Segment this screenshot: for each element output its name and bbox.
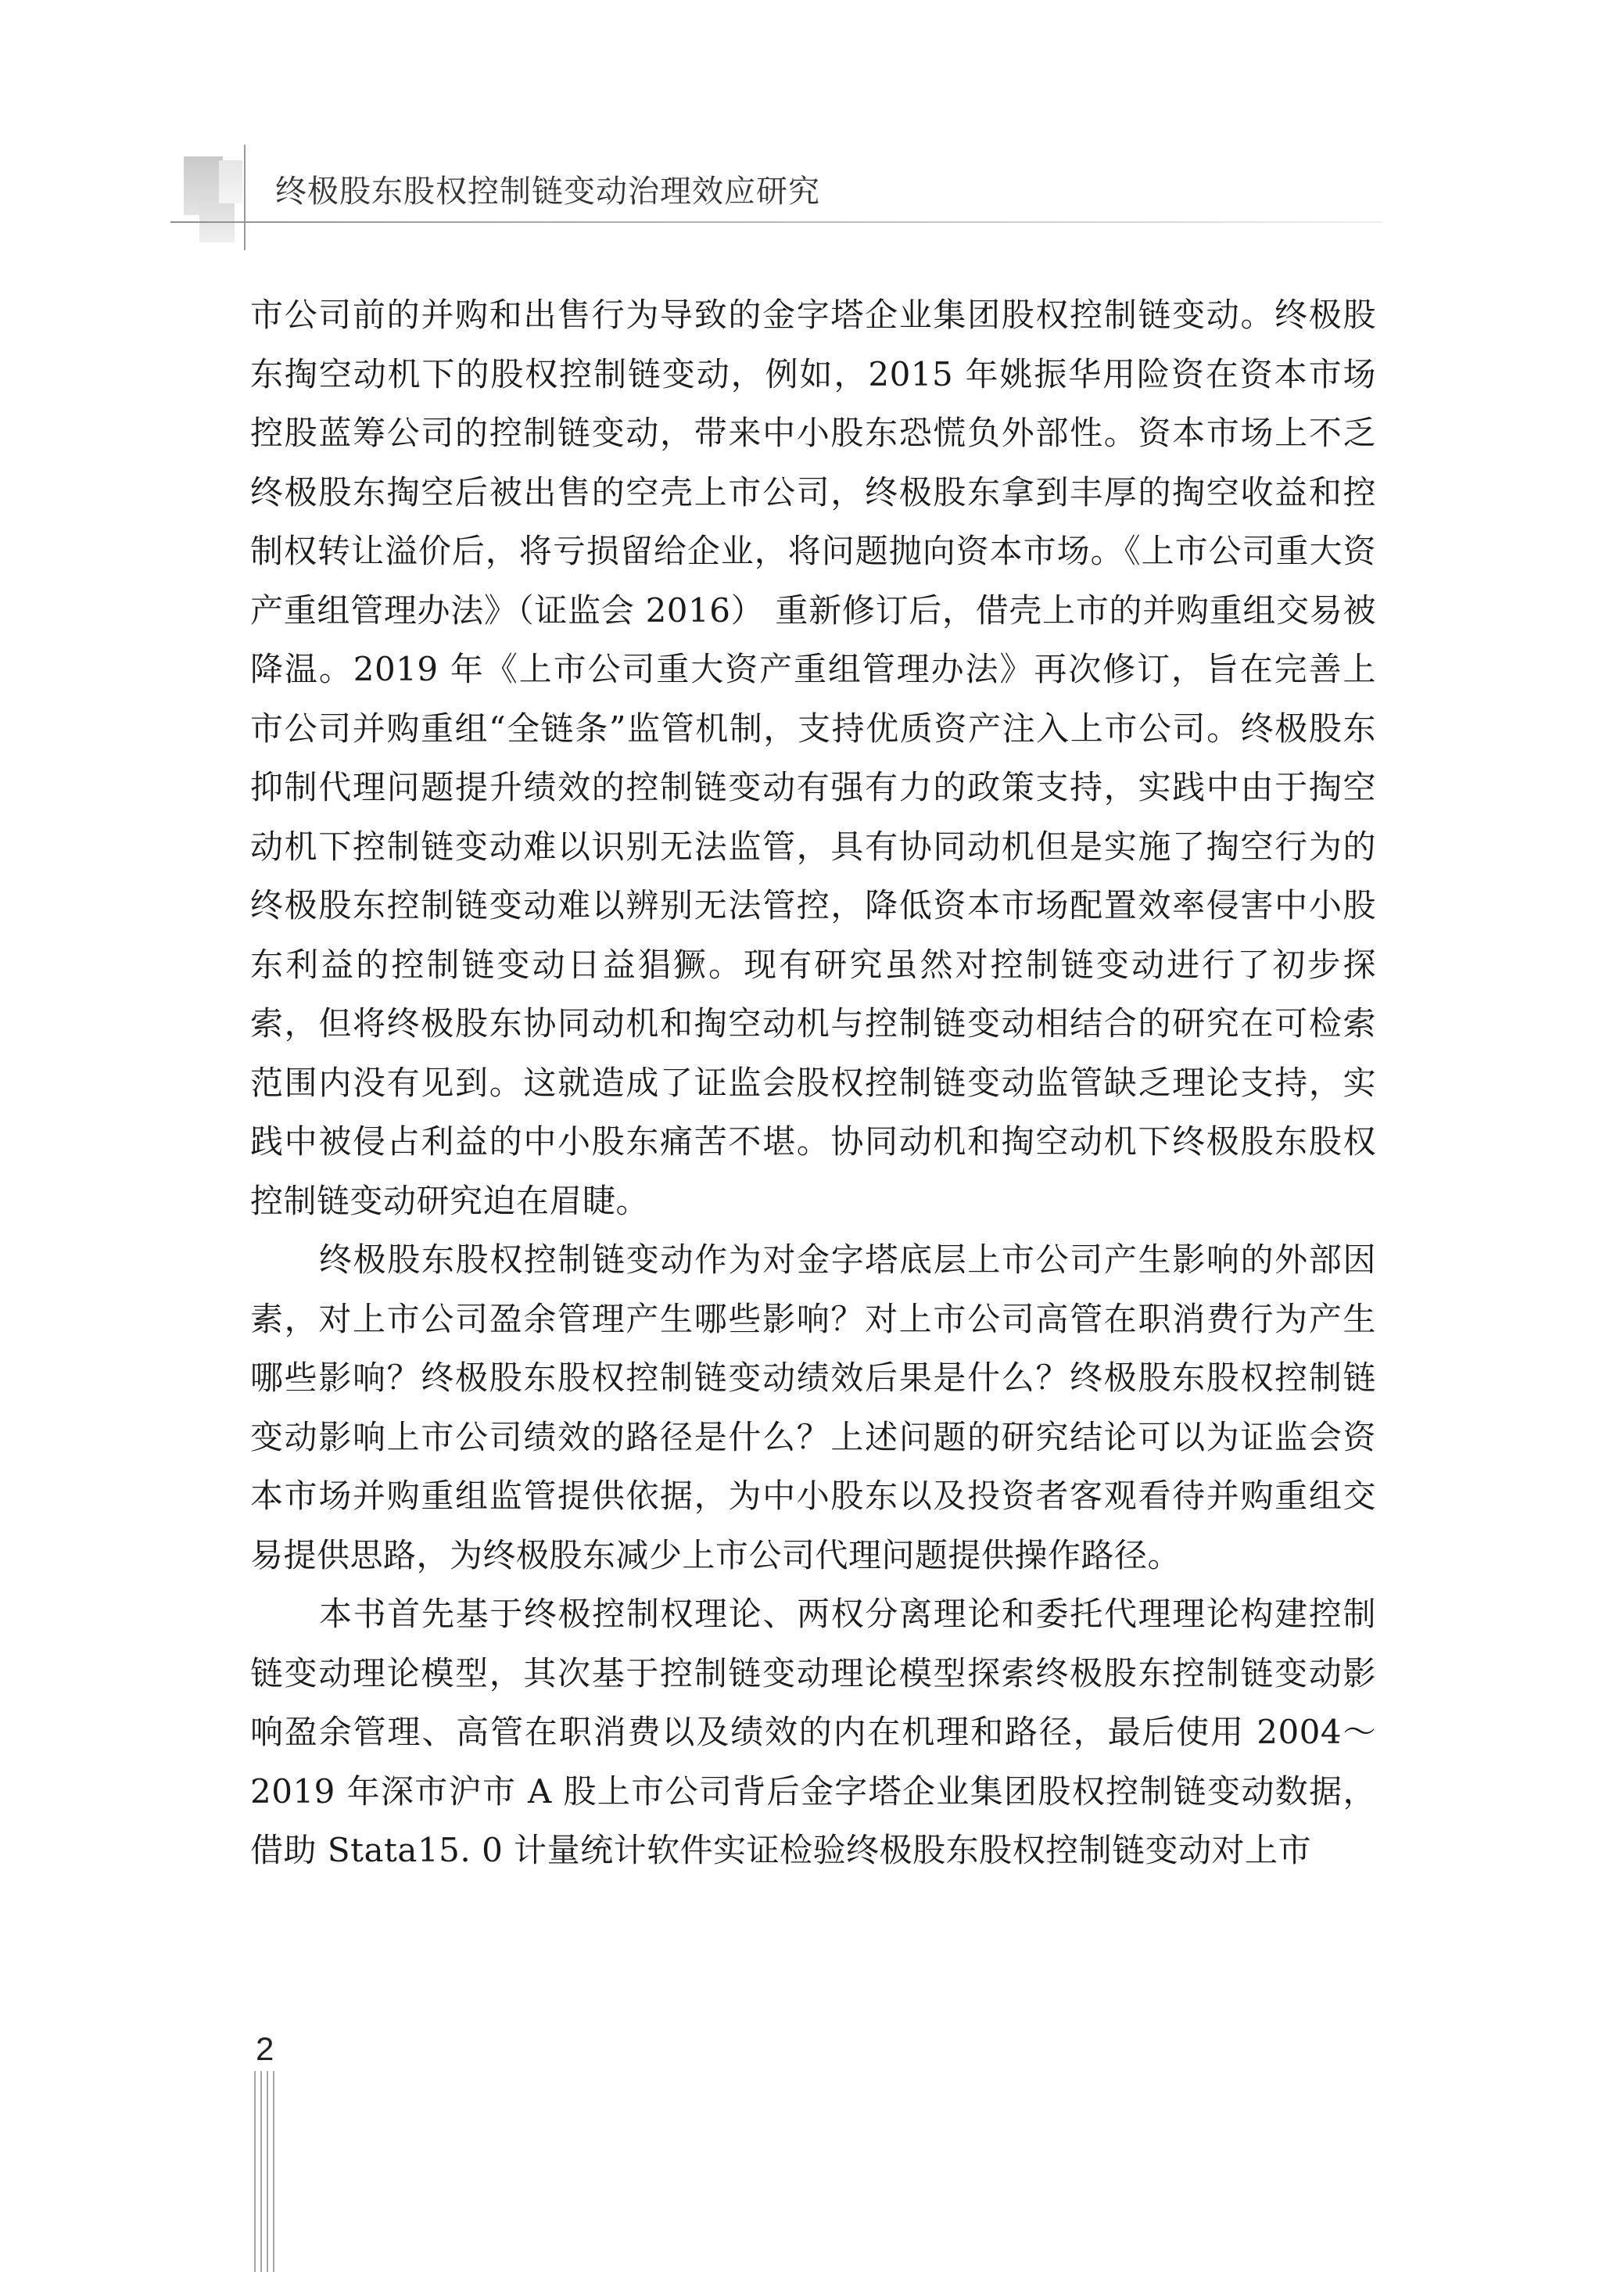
page-body xyxy=(250,285,1376,1880)
running-header-title: 终极股东股权控制链变动治理效应研究 xyxy=(275,174,820,210)
footer-vertical-rule xyxy=(254,2071,256,2272)
header-vertical-rule xyxy=(244,145,246,250)
footer-vertical-rule xyxy=(273,2071,274,2272)
header-decoration-block xyxy=(219,160,242,203)
page-number: 2 xyxy=(256,2030,274,2067)
footer-vertical-rule xyxy=(267,2071,268,2272)
body-paragraph: 市公司前的并购和出售行为导致的金字塔企业集团股权控制链变动。终极股东掏空动机下的股权控制链变动，例如，2015 年姚振华用险资在资本市场控股蓝筹公司的控制链变动，带来中小股东恐慌负外部性。资本市场上不乏终极股东掏空后被出售的空壳上市公司，终极股东拿到丰厚的掏空收益和控制权转让溢价后，将亏损留给企业，将问题抛向资本市场。《上市公司重大资产重组管理办法》（证监会 2016） 重新修订后，借壳上市的并购重组交易被降温。2019 年《上市公司重大资产重组管理办法》再次修订，旨在完善上市公司并购重组“全链条”监管机制，支持优质资产注入上市公司。终极股东抑制代理问题提升绩效的控制链变动有强有力的政策支持，实践中由于掏空动机下控制链变动难以识别无法监管，具有协同动机但是实施了掏空行为的终极股东控制链变动难以辨别无法管控，降低资本市场配置效率侵害中小股东利益的控制链变动日益猖獗。现有研究虽然对控制链变动进行了初步探索，但将终极股东协同动机和掏空动机与控制链变动相结合的研究在可检索范围内没有见到。这就造成了证监会股权控制链变动监管缺乏理论支持，实践中被侵占利益的中小股东痛苦不堪。协同动机和掏空动机下终极股东股权控制链变动研究迫在眉睫。 xyxy=(250,296,1376,1220)
header-horizontal-rule xyxy=(170,221,1382,223)
body-paragraph: 终极股东股权控制链变动作为对金字塔底层上市公司产生影响的外部因素，对上市公司盈余管理产生哪些影响？对上市公司高管在职消费行为产生哪些影响？终极股东股权控制链变动绩效后果是什么？终极股东股权控制链变动影响上市公司绩效的路径是什么？上述问题的研究结论可以为证监会资本市场并购重组监管提供依据，为中小股东以及投资者客观看待并购重组交易提供思路，为终极股东减少上市公司代理问题提供操作路径。 xyxy=(250,1240,1376,1574)
footer-vertical-rule xyxy=(260,2071,262,2272)
body-paragraph: 本书首先基于终极控制权理论、两权分离理论和委托代理理论构建控制链变动理论模型，其次基于控制链变动理论模型探索终极股东控制链变动影响盈余管理、高管在职消费以及绩效的内在机理和路径，最后使用 2004～2019 年深市沪市 A 股上市公司背后金字塔企业集团股权控制链变动数据，借助 Stata15. 0 计量统计软件实证检验终极股东股权控制链变动对上市 xyxy=(250,1595,1376,1869)
